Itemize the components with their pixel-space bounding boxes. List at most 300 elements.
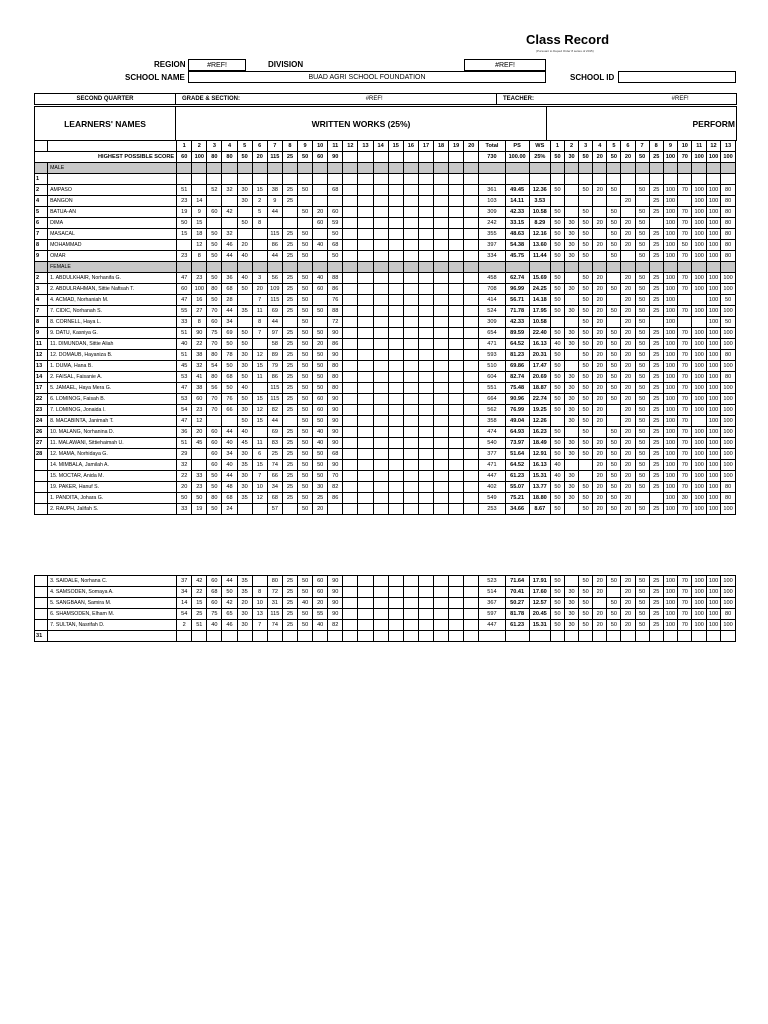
learner-name[interactable]: 4. ACMAD, Norhaniah M.	[48, 295, 177, 306]
pt-score-cell[interactable]: 100	[706, 207, 720, 218]
ww-score-cell[interactable]	[449, 620, 464, 631]
pt-score-cell[interactable]: 30	[565, 482, 579, 493]
ww-score-cell[interactable]	[403, 207, 418, 218]
pt-score-cell[interactable]: 100	[692, 196, 706, 207]
ww-score-cell[interactable]	[343, 631, 358, 642]
ww-score-cell[interactable]	[434, 460, 449, 471]
learner-name[interactable]: 1. DUMA, Hana B.	[48, 361, 177, 372]
pt-score-cell[interactable]: 50	[607, 449, 621, 460]
ww-score-cell[interactable]	[343, 339, 358, 350]
ww-score-cell[interactable]	[403, 631, 418, 642]
ww-score-cell[interactable]: 50	[313, 361, 328, 372]
ww-score-cell[interactable]	[313, 185, 328, 196]
pt-score-cell[interactable]: 100	[721, 427, 736, 438]
pt-score-cell[interactable]: 50	[607, 493, 621, 504]
pt-score-cell[interactable]: 100	[692, 438, 706, 449]
ww-score-cell[interactable]	[252, 576, 267, 587]
ww-score-cell[interactable]: 44	[267, 207, 282, 218]
pt-score-cell[interactable]: 50	[579, 482, 593, 493]
ww-score-cell[interactable]	[222, 631, 237, 642]
ww-score-cell[interactable]	[207, 416, 222, 427]
hps-pt-cell[interactable]: 100	[692, 152, 706, 163]
ww-score-cell[interactable]	[449, 576, 464, 587]
ww-score-cell[interactable]	[464, 350, 479, 361]
ww-score-cell[interactable]	[282, 174, 297, 185]
ww-score-cell[interactable]	[388, 251, 403, 262]
ww-score-cell[interactable]: 50	[298, 471, 313, 482]
ww-score-cell[interactable]: 25	[282, 251, 297, 262]
pt-score-cell[interactable]: 100	[706, 229, 720, 240]
ww-score-cell[interactable]	[418, 383, 433, 394]
ww-score-cell[interactable]	[449, 609, 464, 620]
ww-score-cell[interactable]	[434, 185, 449, 196]
learner-name[interactable]: 9. DATU, Kasniya G.	[48, 328, 177, 339]
pt-score-cell[interactable]: 20	[621, 350, 635, 361]
pt-score-cell[interactable]: 70	[678, 482, 692, 493]
ww-score-cell[interactable]	[449, 427, 464, 438]
pt-score-cell[interactable]: 20	[593, 438, 607, 449]
pt-score-cell[interactable]: 25	[649, 229, 663, 240]
ww-score-cell[interactable]: 47	[177, 295, 192, 306]
pt-score-cell[interactable]: 100	[692, 339, 706, 350]
pt-score-cell[interactable]: 50	[579, 449, 593, 460]
ww-score-cell[interactable]	[449, 383, 464, 394]
ww-score-cell[interactable]: 15	[252, 460, 267, 471]
ww-score-cell[interactable]	[252, 174, 267, 185]
pt-score-cell[interactable]	[706, 174, 720, 185]
pt-score-cell[interactable]: 100	[706, 493, 720, 504]
ww-score-cell[interactable]	[222, 218, 237, 229]
pt-score-cell[interactable]	[649, 218, 663, 229]
ww-score-cell[interactable]	[403, 576, 418, 587]
ww-score-cell[interactable]	[373, 405, 388, 416]
ww-score-cell[interactable]	[434, 504, 449, 515]
pt-score-cell[interactable]: 50	[550, 609, 564, 620]
ww-score-cell[interactable]	[388, 350, 403, 361]
ww-score-cell[interactable]: 50	[207, 229, 222, 240]
pt-score-cell[interactable]: 100	[706, 394, 720, 405]
pt-score-cell[interactable]: 25	[649, 449, 663, 460]
ww-score-cell[interactable]	[449, 598, 464, 609]
ww-score-cell[interactable]	[388, 273, 403, 284]
ww-score-cell[interactable]	[373, 383, 388, 394]
ww-score-cell[interactable]	[449, 460, 464, 471]
pt-score-cell[interactable]: 100	[706, 587, 720, 598]
ww-score-cell[interactable]	[388, 284, 403, 295]
ww-score-cell[interactable]	[403, 394, 418, 405]
ww-score-cell[interactable]	[373, 427, 388, 438]
ww-score-cell[interactable]: 15	[192, 598, 207, 609]
pt-score-cell[interactable]: 25	[649, 350, 663, 361]
ww-score-cell[interactable]: 38	[267, 185, 282, 196]
pt-score-cell[interactable]	[593, 207, 607, 218]
ww-score-cell[interactable]	[177, 240, 192, 251]
ww-score-cell[interactable]	[449, 240, 464, 251]
hps-ww-cell[interactable]: 50	[298, 152, 313, 163]
ww-score-cell[interactable]: 35	[237, 587, 252, 598]
ww-score-cell[interactable]: 54	[177, 609, 192, 620]
pt-score-cell[interactable]: 100	[663, 251, 677, 262]
pt-score-cell[interactable]	[692, 174, 706, 185]
ww-score-cell[interactable]: 68	[328, 449, 343, 460]
ww-score-cell[interactable]: 88	[328, 306, 343, 317]
ww-score-cell[interactable]	[343, 174, 358, 185]
ww-score-cell[interactable]	[449, 438, 464, 449]
ww-score-cell[interactable]: 44	[267, 416, 282, 427]
ww-score-cell[interactable]: 80	[328, 372, 343, 383]
ww-score-cell[interactable]: 90	[328, 598, 343, 609]
ww-score-cell[interactable]	[388, 631, 403, 642]
pt-score-cell[interactable]: 50	[607, 306, 621, 317]
learner-name[interactable]: DIMA	[48, 218, 177, 229]
pt-score-cell[interactable]: 20	[593, 609, 607, 620]
ww-score-cell[interactable]: 25	[282, 383, 297, 394]
ww-score-cell[interactable]	[403, 196, 418, 207]
ww-score-cell[interactable]: 23	[192, 273, 207, 284]
pt-score-cell[interactable]	[607, 317, 621, 328]
pt-score-cell[interactable]: 50	[635, 350, 649, 361]
ww-score-cell[interactable]	[464, 339, 479, 350]
ww-score-cell[interactable]: 60	[313, 576, 328, 587]
ww-score-cell[interactable]: 79	[267, 361, 282, 372]
learner-name[interactable]: 11. DIMUNDAN, Sittie Aliah	[48, 339, 177, 350]
pt-score-cell[interactable]: 50	[635, 317, 649, 328]
pt-score-cell[interactable]: 25	[649, 609, 663, 620]
pt-score-cell[interactable]: 100	[663, 416, 677, 427]
ww-score-cell[interactable]	[282, 504, 297, 515]
ww-score-cell[interactable]: 32	[192, 361, 207, 372]
ww-score-cell[interactable]: 40	[237, 251, 252, 262]
pt-score-cell[interactable]: 30	[565, 218, 579, 229]
pt-score-cell[interactable]: 100	[692, 251, 706, 262]
ww-score-cell[interactable]: 30	[237, 350, 252, 361]
ww-score-cell[interactable]	[388, 493, 403, 504]
pt-score-cell[interactable]: 50	[721, 295, 736, 306]
ww-score-cell[interactable]	[358, 251, 373, 262]
ww-score-cell[interactable]: 25	[267, 449, 282, 460]
hps-ww-cell[interactable]: 50	[237, 152, 252, 163]
ww-score-cell[interactable]: 25	[282, 361, 297, 372]
ww-score-cell[interactable]: 12	[252, 350, 267, 361]
learner-name[interactable]: 19. PAKER, Hanuf S.	[48, 482, 177, 493]
ww-score-cell[interactable]: 32	[222, 185, 237, 196]
ww-score-cell[interactable]	[388, 328, 403, 339]
ww-score-cell[interactable]: 42	[222, 598, 237, 609]
pt-score-cell[interactable]: 50	[550, 284, 564, 295]
hps-pt-cell[interactable]: 70	[678, 152, 692, 163]
ww-score-cell[interactable]: 9	[192, 207, 207, 218]
ww-score-cell[interactable]: 44	[267, 317, 282, 328]
ww-score-cell[interactable]: 25	[282, 185, 297, 196]
pt-score-cell[interactable]: 70	[678, 405, 692, 416]
ww-score-cell[interactable]	[449, 229, 464, 240]
ww-score-cell[interactable]	[434, 471, 449, 482]
ww-score-cell[interactable]	[403, 284, 418, 295]
ww-score-cell[interactable]: 7	[252, 328, 267, 339]
ww-score-cell[interactable]	[358, 504, 373, 515]
ww-score-cell[interactable]: 60	[328, 207, 343, 218]
pt-score-cell[interactable]: 50	[579, 306, 593, 317]
ww-score-cell[interactable]	[403, 504, 418, 515]
pt-score-cell[interactable]: 50	[607, 372, 621, 383]
pt-score-cell[interactable]: 20	[593, 620, 607, 631]
pt-score-cell[interactable]	[706, 631, 720, 642]
pt-score-cell[interactable]: 80	[721, 482, 736, 493]
pt-score-cell[interactable]: 100	[692, 493, 706, 504]
ww-score-cell[interactable]	[313, 295, 328, 306]
pt-score-cell[interactable]: 100	[663, 328, 677, 339]
pt-score-cell[interactable]: 25	[649, 339, 663, 350]
learner-name[interactable]: BANGON	[48, 196, 177, 207]
pt-score-cell[interactable]: 30	[565, 328, 579, 339]
pt-score-cell[interactable]: 20	[621, 383, 635, 394]
pt-score-cell[interactable]: 100	[721, 620, 736, 631]
ww-score-cell[interactable]	[343, 471, 358, 482]
ww-score-cell[interactable]	[373, 471, 388, 482]
pt-score-cell[interactable]: 25	[649, 471, 663, 482]
ww-score-cell[interactable]: 50	[298, 576, 313, 587]
ww-score-cell[interactable]	[343, 416, 358, 427]
ww-score-cell[interactable]	[358, 350, 373, 361]
pt-score-cell[interactable]: 50	[550, 207, 564, 218]
pt-score-cell[interactable]	[678, 631, 692, 642]
ww-score-cell[interactable]	[328, 196, 343, 207]
pt-score-cell[interactable]: 50	[635, 295, 649, 306]
hps-pt-cell[interactable]: 100	[721, 152, 736, 163]
ww-score-cell[interactable]: 25	[282, 394, 297, 405]
ww-score-cell[interactable]: 50	[313, 383, 328, 394]
pt-score-cell[interactable]: 100	[706, 383, 720, 394]
pt-score-cell[interactable]: 50	[635, 394, 649, 405]
ww-score-cell[interactable]	[449, 372, 464, 383]
pt-score-cell[interactable]: 50	[579, 350, 593, 361]
pt-score-cell[interactable]	[635, 174, 649, 185]
pt-score-cell[interactable]: 100	[721, 449, 736, 460]
ww-score-cell[interactable]	[373, 284, 388, 295]
ww-score-cell[interactable]	[403, 427, 418, 438]
ww-score-cell[interactable]: 25	[282, 350, 297, 361]
ww-score-cell[interactable]	[358, 295, 373, 306]
ww-score-cell[interactable]: 50	[207, 471, 222, 482]
pt-score-cell[interactable]: 50	[579, 185, 593, 196]
ww-score-cell[interactable]: 50	[313, 306, 328, 317]
ww-score-cell[interactable]	[373, 631, 388, 642]
ww-score-cell[interactable]: 30	[237, 482, 252, 493]
pt-score-cell[interactable]: 70	[678, 328, 692, 339]
pt-score-cell[interactable]: 80	[721, 493, 736, 504]
pt-score-cell[interactable]: 50	[635, 383, 649, 394]
ww-score-cell[interactable]: 44	[267, 251, 282, 262]
pt-score-cell[interactable]: 30	[565, 609, 579, 620]
pt-score-cell[interactable]: 100	[706, 284, 720, 295]
pt-score-cell[interactable]: 30	[678, 493, 692, 504]
pt-score-cell[interactable]: 50	[607, 620, 621, 631]
ww-score-cell[interactable]: 8	[252, 218, 267, 229]
ww-score-cell[interactable]: 97	[267, 328, 282, 339]
ww-score-cell[interactable]	[434, 273, 449, 284]
ww-score-cell[interactable]	[464, 460, 479, 471]
ww-score-cell[interactable]	[343, 295, 358, 306]
ww-score-cell[interactable]	[418, 405, 433, 416]
pt-score-cell[interactable]	[565, 196, 579, 207]
ww-score-cell[interactable]: 82	[328, 482, 343, 493]
ww-score-cell[interactable]	[252, 229, 267, 240]
hps-ww-cell[interactable]	[373, 152, 388, 163]
ww-score-cell[interactable]	[388, 240, 403, 251]
ww-score-cell[interactable]	[343, 427, 358, 438]
hps-ww-cell[interactable]	[388, 152, 403, 163]
pt-score-cell[interactable]: 25	[649, 196, 663, 207]
ww-score-cell[interactable]	[388, 295, 403, 306]
ww-score-cell[interactable]	[358, 427, 373, 438]
pt-score-cell[interactable]	[678, 317, 692, 328]
ww-score-cell[interactable]: 40	[313, 438, 328, 449]
ww-score-cell[interactable]	[403, 350, 418, 361]
ww-score-cell[interactable]	[328, 504, 343, 515]
pt-score-cell[interactable]: 70	[678, 438, 692, 449]
ww-score-cell[interactable]: 35	[237, 576, 252, 587]
pt-score-cell[interactable]: 20	[621, 471, 635, 482]
learner-name[interactable]: 12. DOMAUB, Hayaniza B.	[48, 350, 177, 361]
ww-score-cell[interactable]: 54	[177, 405, 192, 416]
ww-score-cell[interactable]	[449, 471, 464, 482]
ww-score-cell[interactable]	[388, 449, 403, 460]
pt-score-cell[interactable]: 50	[607, 460, 621, 471]
pt-score-cell[interactable]: 20	[621, 372, 635, 383]
ww-score-cell[interactable]: 59	[328, 218, 343, 229]
pt-score-cell[interactable]: 20	[593, 306, 607, 317]
pt-score-cell[interactable]: 100	[721, 284, 736, 295]
ww-score-cell[interactable]	[358, 317, 373, 328]
pt-score-cell[interactable]	[550, 196, 564, 207]
ww-score-cell[interactable]: 25	[192, 609, 207, 620]
ww-score-cell[interactable]: 60	[192, 394, 207, 405]
pt-score-cell[interactable]: 100	[663, 273, 677, 284]
ww-score-cell[interactable]: 80	[207, 350, 222, 361]
ww-score-cell[interactable]: 20	[237, 598, 252, 609]
ww-score-cell[interactable]: 15	[192, 218, 207, 229]
pt-score-cell[interactable]: 100	[721, 273, 736, 284]
ww-score-cell[interactable]	[358, 493, 373, 504]
ww-score-cell[interactable]	[373, 493, 388, 504]
ww-score-cell[interactable]: 12	[252, 493, 267, 504]
pt-score-cell[interactable]	[565, 207, 579, 218]
pt-score-cell[interactable]: 70	[678, 383, 692, 394]
ww-score-cell[interactable]	[237, 631, 252, 642]
ww-score-cell[interactable]	[222, 196, 237, 207]
ww-score-cell[interactable]: 50	[313, 372, 328, 383]
ww-score-cell[interactable]	[373, 361, 388, 372]
ww-score-cell[interactable]: 90	[328, 460, 343, 471]
pt-score-cell[interactable]: 100	[706, 185, 720, 196]
ww-score-cell[interactable]: 50	[313, 328, 328, 339]
ww-score-cell[interactable]: 50	[207, 273, 222, 284]
pt-score-cell[interactable]	[593, 427, 607, 438]
ww-score-cell[interactable]	[373, 576, 388, 587]
ww-score-cell[interactable]: 83	[267, 438, 282, 449]
ww-score-cell[interactable]	[449, 251, 464, 262]
ww-score-cell[interactable]	[388, 405, 403, 416]
ww-score-cell[interactable]	[222, 416, 237, 427]
ww-score-cell[interactable]	[449, 328, 464, 339]
pt-score-cell[interactable]: 100	[706, 339, 720, 350]
learner-name[interactable]: 2. FAISAL, Faisanie A.	[48, 372, 177, 383]
ww-score-cell[interactable]	[313, 174, 328, 185]
ww-score-cell[interactable]	[343, 328, 358, 339]
ww-score-cell[interactable]: 69	[222, 328, 237, 339]
ww-score-cell[interactable]: 76	[222, 394, 237, 405]
pt-score-cell[interactable]: 50	[550, 482, 564, 493]
ww-score-cell[interactable]: 50	[313, 460, 328, 471]
ww-score-cell[interactable]: 25	[282, 587, 297, 598]
ww-score-cell[interactable]: 30	[237, 471, 252, 482]
pt-score-cell[interactable]: 80	[721, 229, 736, 240]
learner-name[interactable]: MASACAL	[48, 229, 177, 240]
pt-score-cell[interactable]: 20	[593, 361, 607, 372]
learner-name[interactable]: 7. CIDIC, Norhanah S.	[48, 306, 177, 317]
pt-score-cell[interactable]: 100	[663, 295, 677, 306]
ww-score-cell[interactable]: 86	[328, 493, 343, 504]
ww-score-cell[interactable]	[418, 350, 433, 361]
ww-score-cell[interactable]	[464, 196, 479, 207]
ww-score-cell[interactable]: 70	[207, 306, 222, 317]
school-id-value[interactable]	[618, 71, 736, 83]
pt-score-cell[interactable]	[621, 174, 635, 185]
ww-score-cell[interactable]	[388, 317, 403, 328]
ww-score-cell[interactable]: 50	[298, 460, 313, 471]
ww-score-cell[interactable]	[434, 631, 449, 642]
ww-score-cell[interactable]	[464, 427, 479, 438]
pt-score-cell[interactable]: 50	[579, 427, 593, 438]
pt-score-cell[interactable]: 25	[649, 207, 663, 218]
pt-score-cell[interactable]: 100	[663, 449, 677, 460]
pt-score-cell[interactable]: 25	[649, 460, 663, 471]
pt-score-cell[interactable]: 100	[721, 339, 736, 350]
pt-score-cell[interactable]: 50	[579, 504, 593, 515]
ww-score-cell[interactable]: 50	[237, 218, 252, 229]
ww-score-cell[interactable]	[464, 598, 479, 609]
ww-score-cell[interactable]: 25	[282, 229, 297, 240]
ww-score-cell[interactable]	[373, 438, 388, 449]
learner-name[interactable]: 6. SHAMSODEN, Elham M.	[48, 609, 177, 620]
pt-score-cell[interactable]: 30	[565, 372, 579, 383]
ww-score-cell[interactable]	[313, 229, 328, 240]
ww-score-cell[interactable]	[464, 185, 479, 196]
pt-score-cell[interactable]: 50	[579, 383, 593, 394]
ww-score-cell[interactable]	[464, 273, 479, 284]
pt-score-cell[interactable]: 80	[721, 350, 736, 361]
pt-score-cell[interactable]: 50	[550, 620, 564, 631]
ww-score-cell[interactable]	[388, 438, 403, 449]
ww-score-cell[interactable]: 50	[313, 449, 328, 460]
pt-score-cell[interactable]: 100	[692, 576, 706, 587]
pt-score-cell[interactable]: 50	[550, 306, 564, 317]
pt-score-cell[interactable]: 25	[649, 295, 663, 306]
ww-score-cell[interactable]: 80	[207, 493, 222, 504]
ww-score-cell[interactable]	[464, 361, 479, 372]
ww-score-cell[interactable]	[464, 504, 479, 515]
ww-score-cell[interactable]	[449, 504, 464, 515]
ww-score-cell[interactable]	[403, 273, 418, 284]
ww-score-cell[interactable]	[434, 229, 449, 240]
ww-score-cell[interactable]	[403, 317, 418, 328]
pt-score-cell[interactable]: 25	[649, 240, 663, 251]
hps-ww-cell[interactable]: 80	[222, 152, 237, 163]
ww-score-cell[interactable]: 44	[222, 306, 237, 317]
ww-score-cell[interactable]	[449, 273, 464, 284]
ww-score-cell[interactable]	[449, 339, 464, 350]
ww-score-cell[interactable]	[464, 438, 479, 449]
